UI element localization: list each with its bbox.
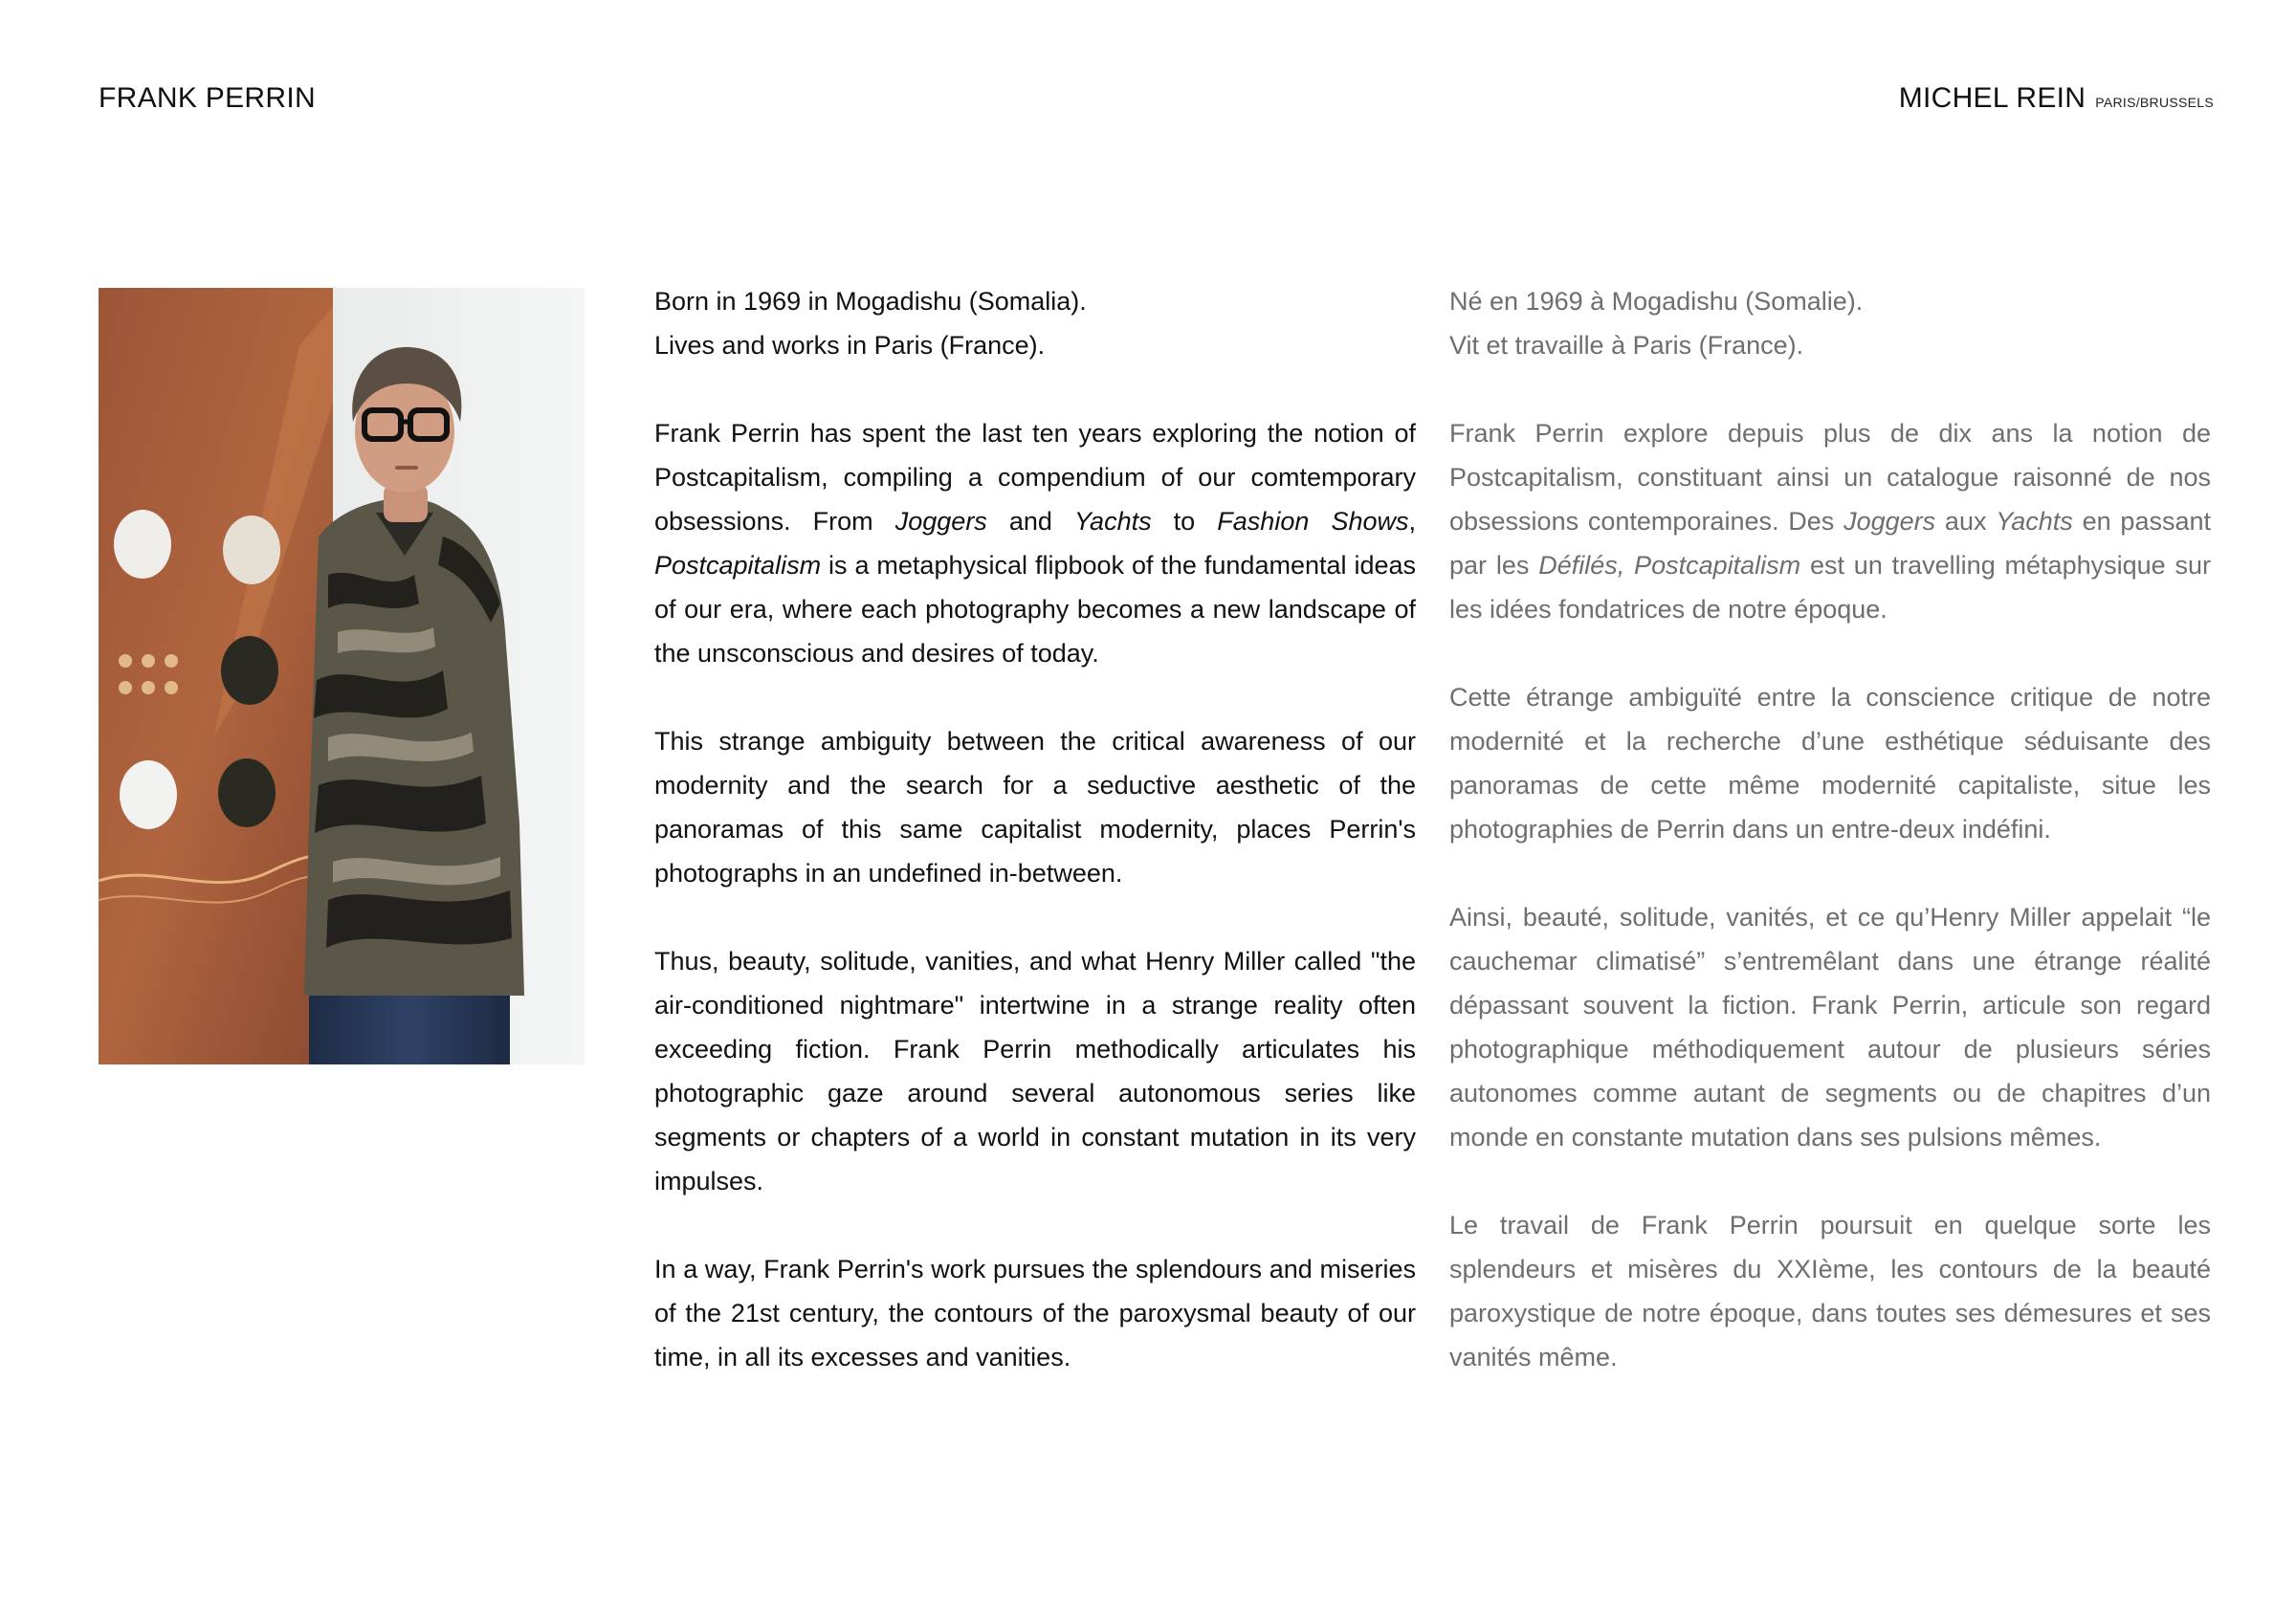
french-birth-line: Né en 1969 à Mogadishu (Somalie). (1449, 287, 1864, 316)
english-text-column (654, 279, 1416, 1423)
portrait-illustration (99, 288, 585, 1064)
french-p1-text-c: est un travelling métaphysique sur les idées fondatrices de notre époque. (1449, 551, 2211, 624)
french-p1-defiles: Défilés, Postcapitalism (1538, 551, 1801, 580)
gallery-cities: PARIS/BRUSSELS (2095, 95, 2214, 110)
artist-name: FRANK PERRIN (99, 82, 316, 114)
english-birth-line: Born in 1969 in Mogadishu (Somalia). (654, 287, 1087, 316)
gallery-header (1899, 82, 2214, 115)
english-p1-postcapitalism: Postcapitalism (654, 551, 822, 580)
french-p1-text-b: en passant par les (1449, 507, 2211, 580)
english-intro (654, 279, 1416, 367)
french-p1-yachts: Yachts (1996, 507, 2073, 536)
french-residence-line: Vit et travaille à Paris (France). (1449, 331, 1804, 360)
french-intro (1449, 279, 2211, 367)
french-paragraph-2: Cette étrange ambiguïté entre la conscience critique de notre modernité et la recherche d’une esthétique séduisante des panoramas de cette même modernité capitaliste, situe les photographies de Perrin dans un entre-deux indéfini. (1449, 683, 2211, 844)
artist-portrait-photo (99, 288, 585, 1064)
english-p1-yachts: Yachts (1074, 507, 1152, 536)
english-p1-comma: , (1408, 507, 1416, 536)
english-residence-line: Lives and works in Paris (France). (654, 331, 1046, 360)
english-paragraph-4: In a way, Frank Perrin's work pursues the splendours and miseries of the 21st century, the contours of the paroxysmal beauty of our time, in all its excesses and vanities. (654, 1255, 1416, 1371)
french-text-column (1449, 279, 2211, 1423)
english-paragraph-2: This strange ambiguity between the critical awareness of our modernity and the search for a seductive aesthetic of the panoramas of this same capitalist modernity, places Perrin's photographs in an undefined in-between. (654, 727, 1416, 888)
french-paragraph-3: Ainsi, beauté, solitude, vanités, et ce qu’Henry Miller appelait “le cauchemar climatisé” s’entremêlant dans une étrange réalité dépassant souvent la fiction. Frank Perrin, articule son regard photographique méthodiquement autour de plusieurs séries autonomes comme autant de segments ou de chapitres d’un monde en constante mutation dans ses pulsions mêmes. (1449, 903, 2211, 1151)
english-p1-fashion-shows: Fashion Shows (1217, 507, 1409, 536)
english-p1-joggers: Joggers (894, 507, 987, 536)
english-p1-and: and (986, 507, 1075, 536)
french-p1-joggers: Joggers (1843, 507, 1936, 536)
english-p1-text-a: Frank Perrin has spent the last ten years exploring the notion of Postcapitalism, compiling a compendium of our comtemporary obsessions. From (654, 419, 1416, 536)
english-p1-to: to (1151, 507, 1218, 536)
gallery-name: MICHEL REIN (1898, 82, 2086, 114)
french-paragraph-4: Le travail de Frank Perrin poursuit en quelque sorte les splendeurs et misères du XXIème, les contours de la beauté paroxystique de notre époque, dans toutes ses démesures et ses vanités même. (1449, 1211, 2211, 1371)
french-p1-text-a: Frank Perrin explore depuis plus de dix ans la notion de Postcapitalism, constituant ainsi un catalogue raisonné de nos obsessions contemporaines. Des (1449, 419, 2211, 536)
english-p1-text-b: is a metaphysical flipbook of the fundamental ideas of our era, where each photography becomes a new landscape of the unsconscious and desires of today. (654, 551, 1416, 668)
english-paragraph-3: Thus, beauty, solitude, vanities, and what Henry Miller called "the air-conditioned nightmare" intertwine in a strange reality often exceeding fiction. Frank Perrin methodically articulates his photographic gaze around several autonomous series like segments or chapters of a world in constant mutation in its very impulses. (654, 947, 1416, 1195)
english-paragraph-1 (654, 411, 1416, 675)
french-paragraph-1 (1449, 411, 2211, 631)
french-p1-aux: aux (1935, 507, 1997, 536)
